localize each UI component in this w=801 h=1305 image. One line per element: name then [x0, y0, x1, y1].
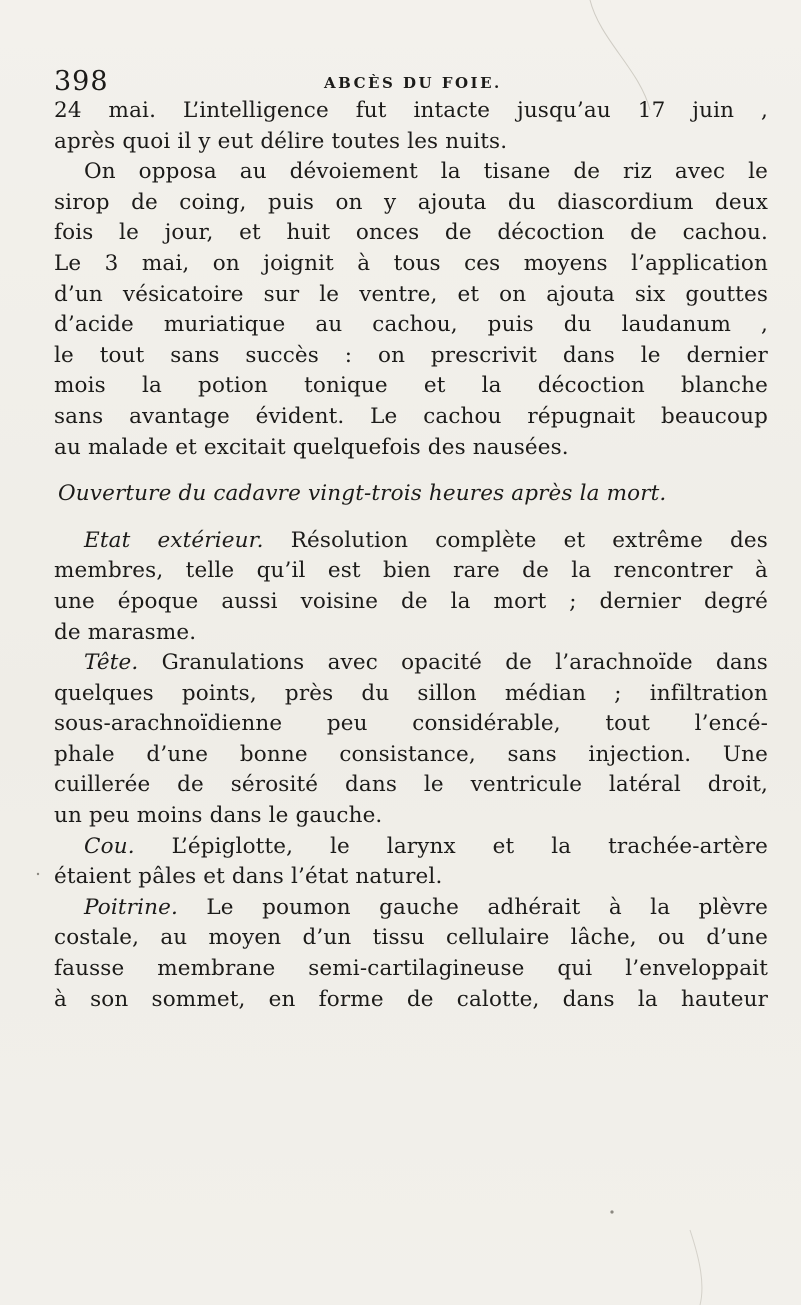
text-span: L’épiglotte, le larynx et la trachée-artère: [134, 833, 768, 859]
text-line: étaient pâles et dans l’état naturel.: [54, 864, 443, 890]
paragraph-lead: Poitrine.: [84, 894, 178, 920]
section-gap: [54, 463, 768, 479]
text-line: à son sommet, en forme de calotte, dans la hauteur: [54, 986, 768, 1012]
text-line: fausse membrane semi-cartilagineuse qui l’enveloppait: [54, 956, 768, 982]
body-text: [54, 96, 768, 1015]
text-line: [54, 526, 768, 557]
text-line: d’un vésicatoire sur le ventre, et on ajouta six gouttes: [54, 281, 768, 307]
text-line: cuillerée de sérosité dans le ventricule latéral droit,: [54, 772, 768, 798]
text-line: membres, telle qu’il est bien rare de la rencontrer à: [54, 558, 768, 584]
text-line: [54, 648, 768, 679]
text-line: On opposa au dévoiement la tisane de riz avec le: [84, 159, 768, 185]
text-line: un peu moins dans le gauche.: [54, 803, 383, 829]
text-line: au malade et excitait quelquefois des nausées.: [54, 434, 569, 460]
text-span: Granulations avec opacité de l’arachnoïde dans: [138, 650, 768, 676]
paragraph-lead: Cou.: [84, 833, 135, 859]
text-line: Le 3 mai, on joignit à tous ces moyens l’application: [54, 250, 768, 276]
text-line: mois la potion tonique et la décoction blanche: [54, 373, 768, 399]
text-line: quelques points, près du sillon médian ; infiltration: [54, 680, 768, 706]
text-span: Résolution complète et extrême des: [263, 527, 768, 553]
text-line: une époque aussi voisine de la mort ; dernier degré: [54, 588, 768, 614]
text-span: Le poumon gauche adhérait à la plèvre: [177, 894, 768, 920]
paragraph-lead: Tête.: [84, 650, 139, 676]
text-line: [54, 832, 768, 863]
section-gap: [54, 510, 768, 526]
text-line: sirop de coing, puis on y ajouta du diascordium deux: [54, 189, 768, 215]
text-line: fois le jour, et huit onces de décoction de cachou.: [54, 220, 768, 246]
text-line: costale, au moyen d’un tissu cellulaire lâche, ou d’une: [54, 925, 768, 951]
page-number: 398: [54, 66, 109, 97]
ink-dot: [610, 1210, 613, 1213]
text-line: [54, 893, 768, 924]
section-heading: Ouverture du cadavre vingt-trois heures après la mort.: [58, 481, 667, 507]
running-title: ABCÈS DU FOIE.: [324, 74, 502, 92]
ink-dot: [37, 873, 39, 875]
paragraph-lead: Etat extérieur.: [84, 527, 264, 553]
text-line: sous-arachnoïdienne peu considérable, tout l’encé-: [54, 711, 768, 737]
text-line: 24 mai. L’intelligence fut intacte jusqu’au 17 juin ,: [54, 98, 768, 123]
text-line: d’acide muriatique au cachou, puis du laudanum ,: [54, 312, 768, 338]
text-line: le tout sans succès : on prescrivit dans le dernier: [54, 342, 768, 368]
text-line: sans avantage évident. Le cachou répugnait beaucoup: [54, 403, 768, 429]
text-line: de marasme.: [54, 619, 197, 645]
text-line: phale d’une bonne consistance, sans injection. Une: [54, 741, 768, 767]
text-line: après quoi il y eut délire toutes les nuits.: [54, 128, 508, 154]
scan-line: [690, 1230, 702, 1305]
